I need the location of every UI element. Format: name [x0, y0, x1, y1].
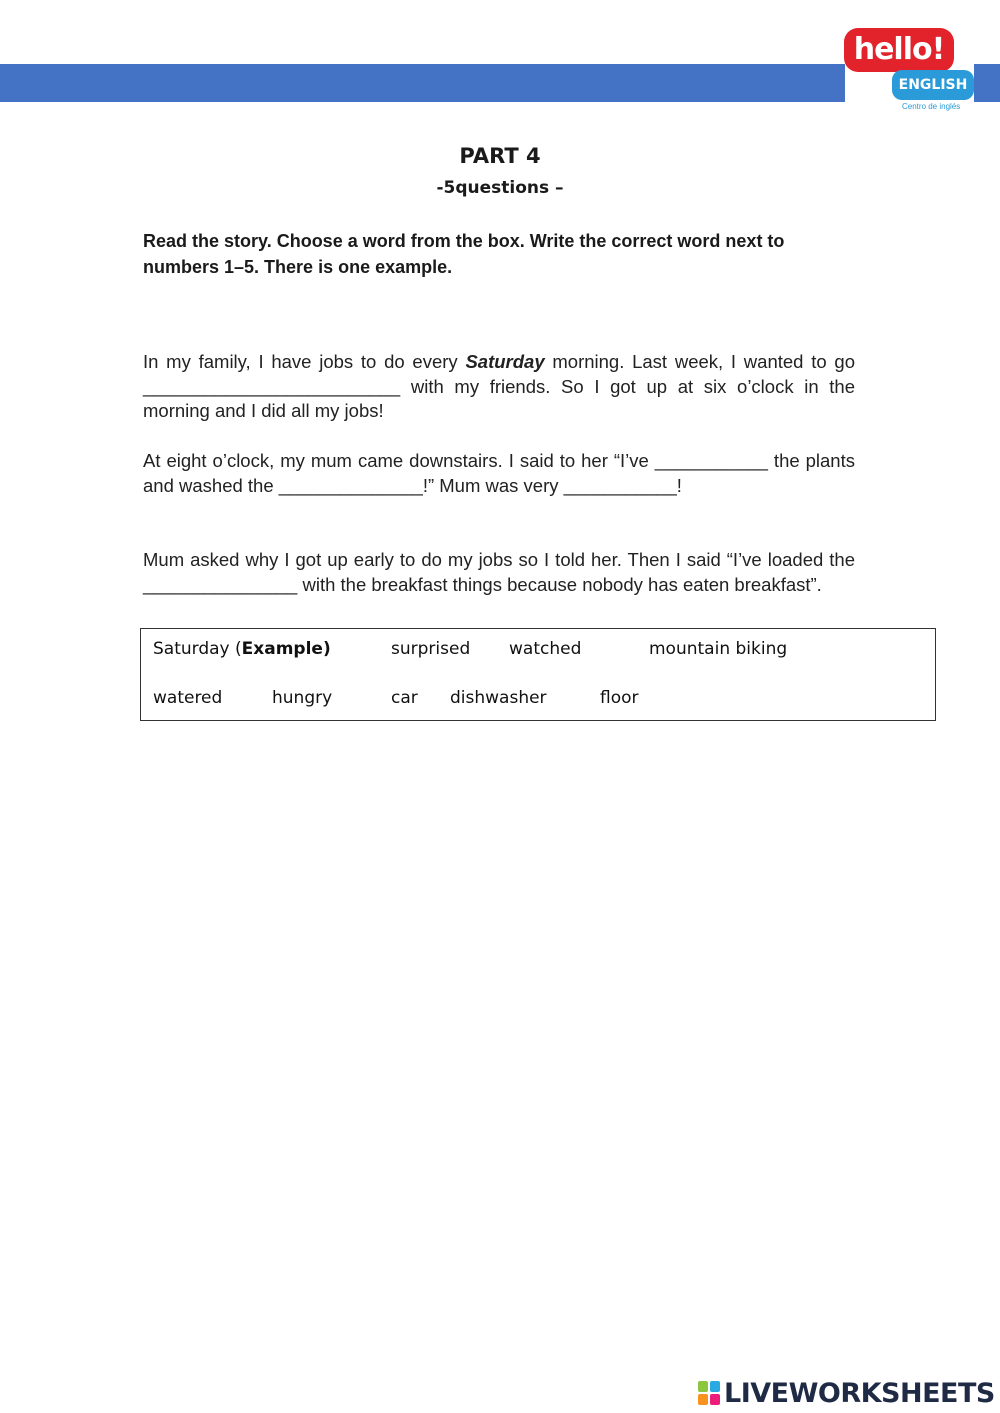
word-option: watered — [153, 688, 223, 708]
logo-hello-badge: hello! — [844, 28, 954, 72]
header-bar — [0, 64, 845, 102]
story-paragraph-1 — [143, 350, 855, 424]
word-box — [140, 628, 936, 721]
word-option: dishwasher — [450, 688, 547, 708]
story-paragraph-2: At eight o’clock, my mum came downstairs. I said to her “I’ve ___________ the plants and washed the ______________!” Mum was very ___________! — [143, 450, 855, 496]
story-text: In my family, I have jobs to do every — [143, 351, 466, 372]
word-example: Saturday (Example) — [153, 639, 331, 659]
word-option: car — [391, 688, 418, 708]
story-paragraph-3: Mum asked why I got up early to do my jobs so I told her. Then I said “I’ve loaded the _______________ with the breakfast things because nobody has eaten breakfast”. — [143, 549, 855, 595]
liveworksheets-brand: LIVEWORKSHEETS — [724, 1378, 995, 1409]
page-subtitle: -5questions – — [436, 178, 564, 198]
page-title: PART 4 — [459, 144, 541, 168]
instructions: Read the story. Choose a word from the box. Write the correct word next to numbers 1–5. There is one example. — [143, 231, 785, 277]
liveworksheets-logo — [698, 1378, 993, 1408]
example-answer: Saturday — [465, 351, 545, 372]
logo-english-badge: ENGLISH — [892, 70, 974, 100]
word-option: mountain biking — [649, 639, 788, 659]
word-option: floor — [600, 688, 639, 708]
hello-english-logo — [840, 26, 980, 116]
story-text: morning. Last week, I wanted to go _________________________ with my friends. So I got up at six o’clock in the morning and I did all my jobs! — [143, 351, 855, 421]
word-option: hungry — [272, 688, 333, 708]
word-option: surprised — [391, 639, 471, 659]
liveworksheets-icon — [698, 1381, 720, 1405]
word-option: watched — [509, 639, 582, 659]
logo-tagline: Centro de inglés — [902, 102, 961, 111]
